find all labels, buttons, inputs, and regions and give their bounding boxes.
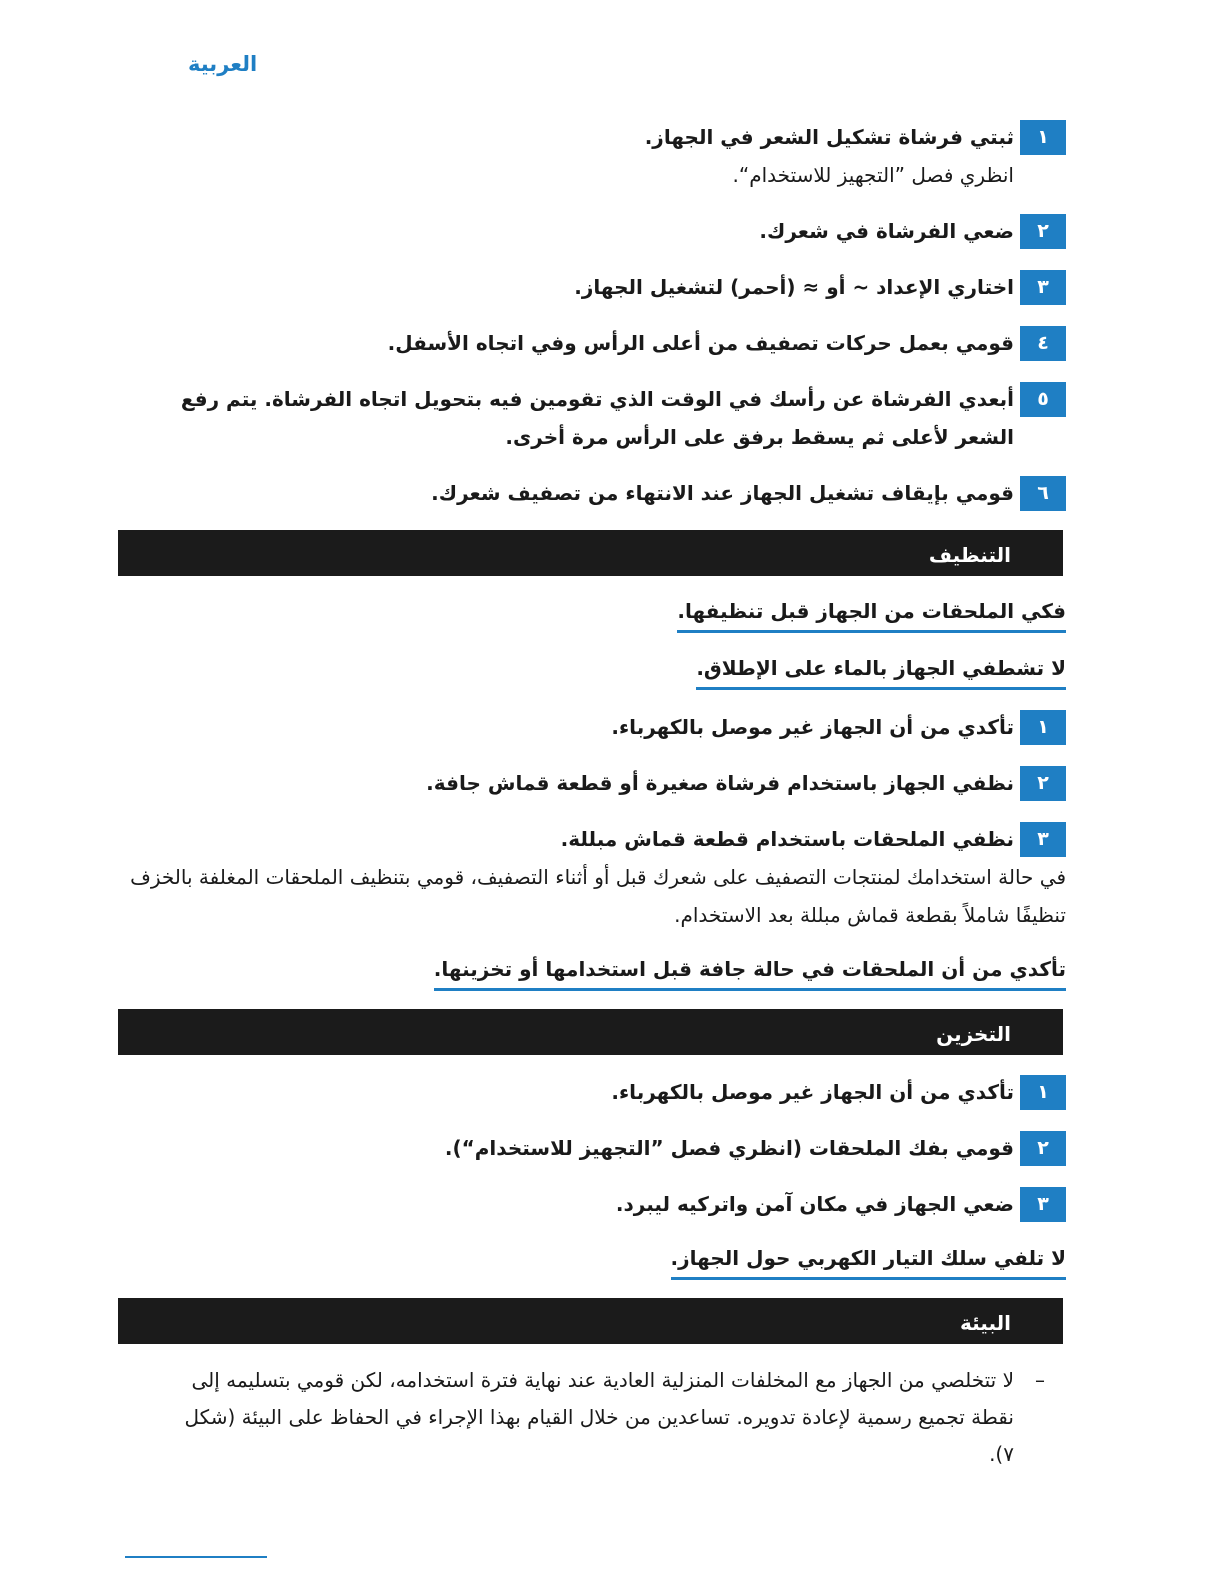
cleaning-step bbox=[118, 820, 1066, 934]
step-subtext: في حالة استخدامك لمنتجات التصفيف على شعرك قبل أو أثناء التصفيف، قومي بتنظيف الملحقات المغلفة بالخزف تنظيفًا شاملاً بقطعة قماش مبللة بعد الاستخدام. bbox=[130, 865, 1066, 927]
section-header-storage: التخزين bbox=[118, 1009, 1063, 1055]
step-text: قومي بعمل حركات تصفيف من أعلى الرأس وفي اتجاه الأسفل. bbox=[387, 331, 1014, 355]
cleaning-warning: لا تشطفي الجهاز بالماء على الإطلاق. bbox=[696, 651, 1066, 690]
storage-step bbox=[118, 1185, 1066, 1223]
storage-cord-note: لا تلفي سلك التيار الكهربي حول الجهاز. bbox=[671, 1241, 1066, 1280]
step-text: قومي بإيقاف تشغيل الجهاز عند الانتهاء من تصفيف شعرك. bbox=[431, 481, 1014, 505]
cleaning-dry-note: تأكدي من أن الملحقات في حالة جافة قبل استخدامها أو تخزينها. bbox=[434, 952, 1066, 991]
step-number: ٢ bbox=[1020, 1131, 1066, 1166]
step-text: ضعي الفرشاة في شعرك. bbox=[759, 219, 1014, 243]
step-number: ١ bbox=[1020, 710, 1066, 745]
step-text: أبعدي الفرشاة عن رأسك في الوقت الذي تقومين فيه بتحويل اتجاه الفرشاة. يتم رفع الشعر لأعلى ثم يسقط برفق على الرأس مرة أخرى. bbox=[180, 387, 1014, 449]
step-number: ٦ bbox=[1020, 476, 1066, 511]
step-subtext: انظري فصل ”التجهيز للاستخدام“. bbox=[732, 163, 1014, 187]
step-number: ١ bbox=[1020, 1075, 1066, 1110]
step-number: ٣ bbox=[1020, 270, 1066, 305]
storage-step bbox=[118, 1129, 1066, 1167]
bullet-dash: – bbox=[1035, 1368, 1045, 1392]
step-text: اختاري الإعداد ~ أو ≈ (أحمر) لتشغيل الجهاز. bbox=[574, 275, 1014, 299]
step-text: تأكدي من أن الجهاز غير موصل بالكهرباء. bbox=[611, 715, 1014, 739]
language-label: العربية bbox=[188, 52, 258, 76]
step-number: ٤ bbox=[1020, 326, 1066, 361]
footer-divider bbox=[125, 1556, 267, 1558]
step-number: ٣ bbox=[1020, 1187, 1066, 1222]
storage-step bbox=[118, 1073, 1066, 1111]
step-number: ٢ bbox=[1020, 214, 1066, 249]
step-number: ١ bbox=[1020, 120, 1066, 155]
step-number: ٢ bbox=[1020, 766, 1066, 801]
usage-step bbox=[118, 268, 1066, 306]
step-number: ٥ bbox=[1020, 382, 1066, 417]
section-header-cleaning: التنظيف bbox=[118, 530, 1063, 576]
step-text: تأكدي من أن الجهاز غير موصل بالكهرباء. bbox=[611, 1080, 1014, 1104]
environment-bullet bbox=[118, 1362, 1066, 1473]
usage-step bbox=[118, 380, 1066, 456]
step-text: قومي بفك الملحقات (انظري فصل ”التجهيز للاستخدام“). bbox=[444, 1136, 1014, 1160]
step-text: نظفي الجهاز باستخدام فرشاة صغيرة أو قطعة قماش جافة. bbox=[426, 771, 1014, 795]
step-number: ٣ bbox=[1020, 822, 1066, 857]
bullet-text: لا تتخلصي من الجهاز مع المخلفات المنزلية العادية عند نهاية فترة استخدامه، لكن قومي بتسليمه إلى نقطة تجميع رسمية لإعادة تدويره. تساعدين من خلال القيام بهذا الإجراء في الحفاظ على البيئة (شكل ٧). bbox=[184, 1368, 1014, 1466]
step-text: نظفي الملحقات باستخدام قطعة قماش مبللة. bbox=[560, 827, 1014, 851]
step-text: ضعي الجهاز في مكان آمن واتركيه ليبرد. bbox=[615, 1192, 1014, 1216]
usage-step bbox=[118, 212, 1066, 250]
step-text: ثبتي فرشاة تشكيل الشعر في الجهاز. bbox=[644, 125, 1014, 149]
section-header-environment: البيئة bbox=[118, 1298, 1063, 1344]
usage-step bbox=[118, 118, 1066, 194]
document-content bbox=[118, 118, 1066, 1473]
cleaning-step bbox=[118, 708, 1066, 746]
usage-step bbox=[118, 474, 1066, 512]
cleaning-step bbox=[118, 764, 1066, 802]
cleaning-note: فكي الملحقات من الجهاز قبل تنظيفها. bbox=[677, 594, 1066, 633]
usage-step bbox=[118, 324, 1066, 362]
